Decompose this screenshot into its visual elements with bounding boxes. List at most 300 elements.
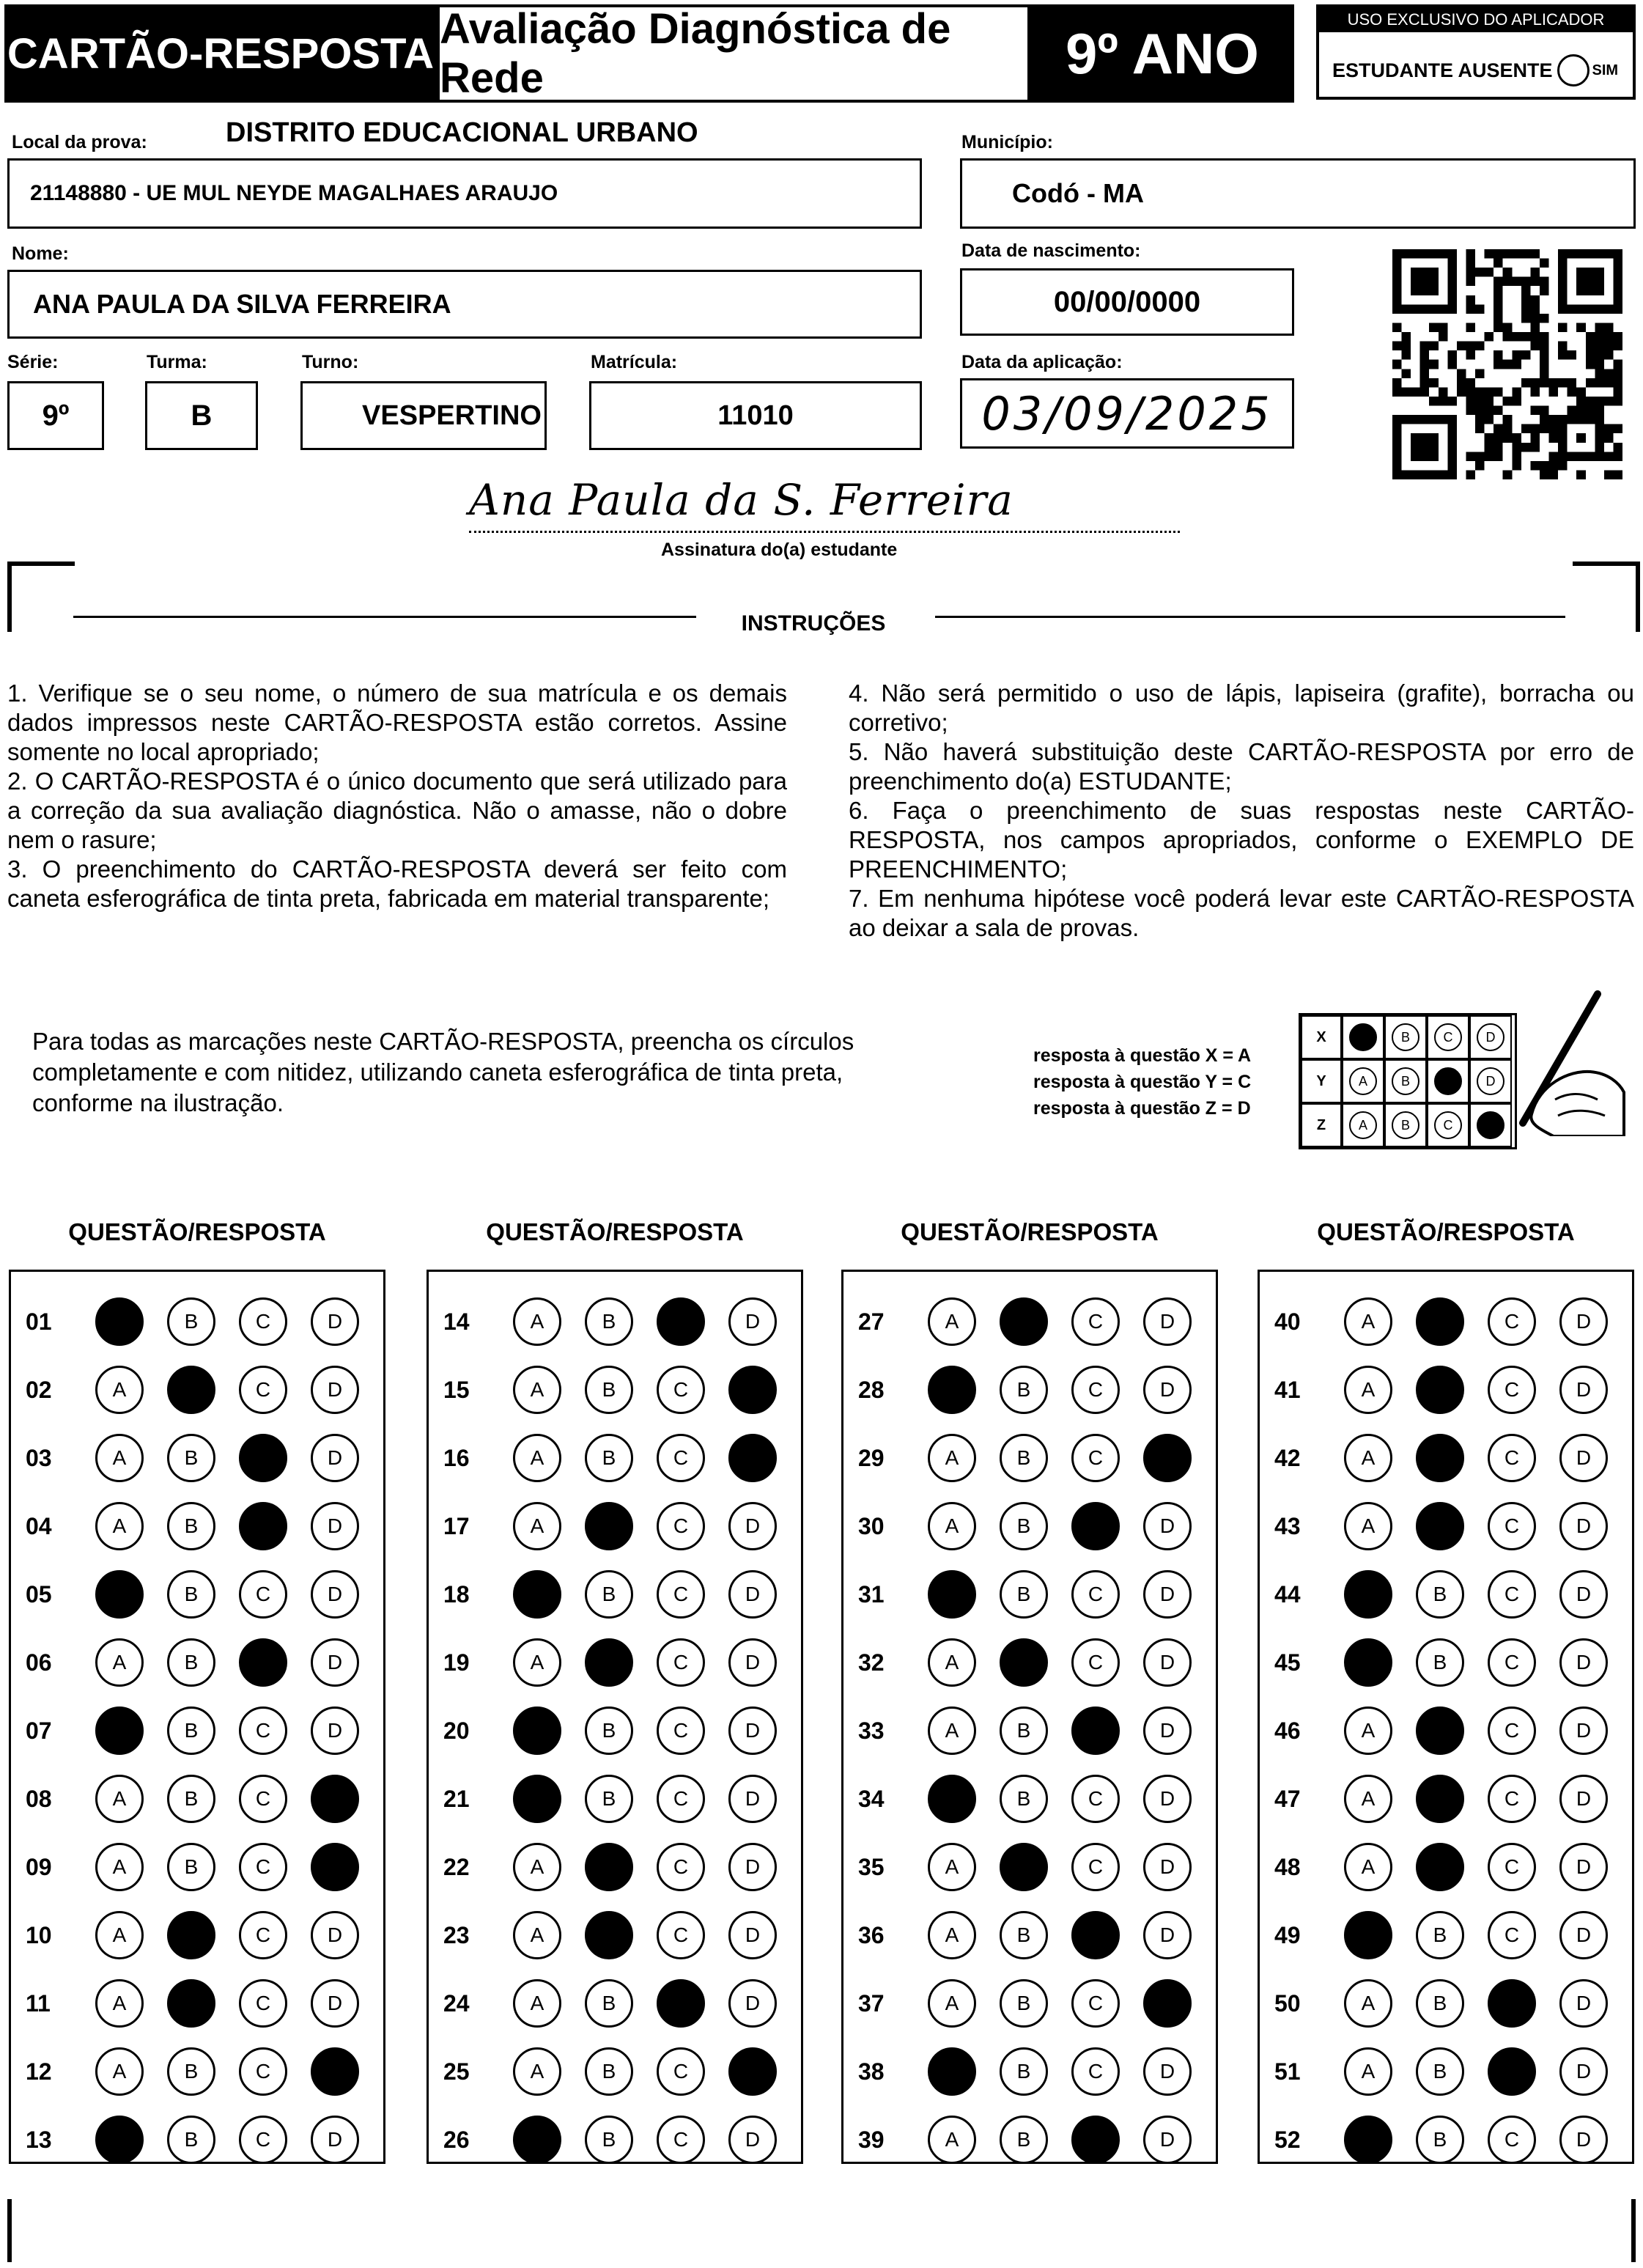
bubble-22-c[interactable]: C xyxy=(657,1843,705,1891)
bubble-51-d[interactable]: D xyxy=(1559,2047,1608,2096)
exam-title: Avaliação Diagnóstica de Rede xyxy=(437,4,1030,103)
bubble-45-c[interactable]: C xyxy=(1488,1638,1536,1687)
bubble-50-a[interactable]: A xyxy=(1344,1979,1392,2028)
bubble-24-c[interactable]: C xyxy=(657,1979,705,2028)
bubble-09-c[interactable]: C xyxy=(239,1843,287,1891)
bubble-37-b[interactable]: B xyxy=(1000,1979,1048,2028)
bubble-36-a[interactable]: A xyxy=(928,1911,976,1959)
bubble-08-a[interactable]: A xyxy=(95,1775,144,1823)
municipio-field xyxy=(960,158,1636,229)
bubble-06-b[interactable]: B xyxy=(167,1638,215,1687)
bubble-31-b[interactable]: B xyxy=(1000,1570,1048,1619)
question-row-36 xyxy=(843,1906,1216,1965)
bubble-07-a[interactable]: A xyxy=(95,1706,144,1755)
bubble-21-b[interactable]: B xyxy=(585,1775,633,1823)
bubble-02-b[interactable]: B xyxy=(167,1366,215,1414)
question-row-24 xyxy=(429,1974,801,2033)
bubble-21-d[interactable]: D xyxy=(728,1775,777,1823)
bubble-01-b[interactable]: B xyxy=(167,1297,215,1346)
question-number: 33 xyxy=(858,1717,885,1744)
instructions-title: INSTRUÇÕES xyxy=(741,611,886,636)
bubble-31-c[interactable]: C xyxy=(1071,1570,1120,1619)
question-row-11 xyxy=(11,1974,383,2033)
bubble-04-d[interactable]: D xyxy=(311,1502,359,1550)
bubble-37-d[interactable]: D xyxy=(1143,1979,1192,2028)
qr-code xyxy=(1392,249,1622,479)
question-row-40 xyxy=(1260,1292,1632,1351)
question-number: 21 xyxy=(443,1785,470,1812)
example-bubble-z-a: A xyxy=(1349,1111,1377,1139)
question-number: 22 xyxy=(443,1853,470,1880)
bubble-34-a[interactable]: A xyxy=(928,1775,976,1823)
question-number: 14 xyxy=(443,1308,470,1335)
bubble-07-b[interactable]: B xyxy=(167,1706,215,1755)
question-row-15 xyxy=(429,1361,801,1419)
bubble-38-d[interactable]: D xyxy=(1143,2047,1192,2096)
bubble-07-c[interactable]: C xyxy=(239,1706,287,1755)
bubble-30-a[interactable]: A xyxy=(928,1502,976,1550)
bubble-14-d[interactable]: D xyxy=(728,1297,777,1346)
bubble-44-b[interactable]: B xyxy=(1416,1570,1464,1619)
instructions-rule-left xyxy=(73,616,696,618)
bubble-44-d[interactable]: D xyxy=(1559,1570,1608,1619)
question-row-51 xyxy=(1260,2042,1632,2101)
question-number: 30 xyxy=(858,1512,885,1539)
column-title-2: QUESTÃO/RESPOSTA xyxy=(486,1218,744,1245)
bubble-31-d[interactable]: D xyxy=(1143,1570,1192,1619)
bubble-01-a[interactable]: A xyxy=(95,1297,144,1346)
example-bubble-x-a xyxy=(1349,1023,1377,1051)
bubble-47-c[interactable]: C xyxy=(1488,1775,1536,1823)
bubble-04-a[interactable]: A xyxy=(95,1502,144,1550)
bubble-02-c[interactable]: C xyxy=(239,1366,287,1414)
bubble-30-d[interactable]: D xyxy=(1143,1502,1192,1550)
question-number: 03 xyxy=(26,1444,52,1471)
bubble-21-a[interactable]: A xyxy=(513,1775,561,1823)
question-row-50 xyxy=(1260,1974,1632,2033)
bubble-03-d[interactable]: D xyxy=(311,1434,359,1482)
bubble-42-c[interactable]: C xyxy=(1488,1434,1536,1482)
answer-column-4 xyxy=(1258,1270,1634,2164)
turma-value: B xyxy=(191,399,213,432)
column-title-3: QUESTÃO/RESPOSTA xyxy=(901,1218,1159,1245)
example-bubble-y-d: D xyxy=(1477,1067,1504,1095)
bubble-26-d[interactable]: D xyxy=(728,2116,777,2164)
bubble-23-b[interactable]: B xyxy=(585,1911,633,1959)
absent-label: ESTUDANTE AUSENTE xyxy=(1332,59,1553,81)
bubble-05-a[interactable]: A xyxy=(95,1570,144,1619)
bubble-51-c[interactable]: C xyxy=(1488,2047,1536,2096)
bubble-52-b[interactable]: B xyxy=(1416,2116,1464,2164)
question-number: 32 xyxy=(858,1649,885,1676)
bubble-10-a[interactable]: A xyxy=(95,1911,144,1959)
question-number: 19 xyxy=(443,1649,470,1676)
bubble-27-b[interactable]: B xyxy=(1000,1297,1048,1346)
card-title: CARTÃO-RESPOSTA xyxy=(4,4,437,103)
bubble-40-d[interactable]: D xyxy=(1559,1297,1608,1346)
bubble-12-b[interactable]: B xyxy=(167,2047,215,2096)
bubble-46-d[interactable]: D xyxy=(1559,1706,1608,1755)
absent-bubble[interactable] xyxy=(1557,54,1590,86)
bubble-43-b[interactable]: B xyxy=(1416,1502,1464,1550)
bubble-41-b[interactable]: B xyxy=(1416,1366,1464,1414)
bubble-16-a[interactable]: A xyxy=(513,1434,561,1482)
bubble-26-a[interactable]: A xyxy=(513,2116,561,2164)
bubble-06-c[interactable]: C xyxy=(239,1638,287,1687)
bubble-43-a[interactable]: A xyxy=(1344,1502,1392,1550)
bubble-03-c[interactable]: C xyxy=(239,1434,287,1482)
bubble-52-d[interactable]: D xyxy=(1559,2116,1608,2164)
turno-field xyxy=(300,381,547,450)
bubble-10-b[interactable]: B xyxy=(167,1911,215,1959)
bubble-15-b[interactable]: B xyxy=(585,1366,633,1414)
bubble-49-b[interactable]: B xyxy=(1416,1911,1464,1959)
bubble-32-a[interactable]: A xyxy=(928,1638,976,1687)
bubble-17-c[interactable]: C xyxy=(657,1502,705,1550)
question-row-04 xyxy=(11,1497,383,1555)
bubble-50-b[interactable]: B xyxy=(1416,1979,1464,2028)
bubble-17-b[interactable]: B xyxy=(585,1502,633,1550)
bubble-08-b[interactable]: B xyxy=(167,1775,215,1823)
corner-top-right xyxy=(1573,562,1640,632)
bubble-01-d[interactable]: D xyxy=(311,1297,359,1346)
bubble-41-a[interactable]: A xyxy=(1344,1366,1392,1414)
nascimento-field xyxy=(960,268,1294,336)
example-cell xyxy=(1384,1015,1427,1059)
bubble-08-d[interactable]: D xyxy=(311,1775,359,1823)
question-number: 09 xyxy=(26,1853,52,1880)
bubble-35-a[interactable]: A xyxy=(928,1843,976,1891)
bubble-22-d[interactable]: D xyxy=(728,1843,777,1891)
bubble-48-c[interactable]: C xyxy=(1488,1843,1536,1891)
bubble-51-a[interactable]: A xyxy=(1344,2047,1392,2096)
bubble-50-c[interactable]: C xyxy=(1488,1979,1536,2028)
question-row-22 xyxy=(429,1838,801,1896)
bubble-18-c[interactable]: C xyxy=(657,1570,705,1619)
bubble-03-a[interactable]: A xyxy=(95,1434,144,1482)
bubble-32-c[interactable]: C xyxy=(1071,1638,1120,1687)
bubble-11-b[interactable]: B xyxy=(167,1979,215,2028)
bubble-39-a[interactable]: A xyxy=(928,2116,976,2164)
bubble-45-a[interactable]: A xyxy=(1344,1638,1392,1687)
bubble-38-c[interactable]: C xyxy=(1071,2047,1120,2096)
bubble-35-d[interactable]: D xyxy=(1143,1843,1192,1891)
bubble-24-b[interactable]: B xyxy=(585,1979,633,2028)
column-title-1: QUESTÃO/RESPOSTA xyxy=(68,1218,326,1245)
bubble-09-d[interactable]: D xyxy=(311,1843,359,1891)
bubble-06-a[interactable]: A xyxy=(95,1638,144,1687)
question-number: 25 xyxy=(443,2058,470,2085)
example-bubble-y-a: A xyxy=(1349,1067,1377,1095)
bubble-18-a[interactable]: A xyxy=(513,1570,561,1619)
bubble-19-b[interactable]: B xyxy=(585,1638,633,1687)
nome-field xyxy=(7,270,922,339)
bubble-36-b[interactable]: B xyxy=(1000,1911,1048,1959)
bubble-20-a[interactable]: A xyxy=(513,1706,561,1755)
bubble-34-b[interactable]: B xyxy=(1000,1775,1048,1823)
bubble-10-d[interactable]: D xyxy=(311,1911,359,1959)
bubble-46-b[interactable]: B xyxy=(1416,1706,1464,1755)
question-number: 20 xyxy=(443,1717,470,1744)
bubble-19-a[interactable]: A xyxy=(513,1638,561,1687)
bubble-49-d[interactable]: D xyxy=(1559,1911,1608,1959)
question-row-10 xyxy=(11,1906,383,1965)
bubble-28-a[interactable]: A xyxy=(928,1366,976,1414)
serie-value: 9º xyxy=(42,399,70,432)
question-number: 07 xyxy=(26,1717,52,1744)
question-number: 42 xyxy=(1274,1444,1301,1471)
bubble-15-a[interactable]: A xyxy=(513,1366,561,1414)
question-number: 36 xyxy=(858,1921,885,1948)
bubble-49-c[interactable]: C xyxy=(1488,1911,1536,1959)
bubble-11-d[interactable]: D xyxy=(311,1979,359,2028)
bubble-28-b[interactable]: B xyxy=(1000,1366,1048,1414)
bubble-09-b[interactable]: B xyxy=(167,1843,215,1891)
bubble-30-c[interactable]: C xyxy=(1071,1502,1120,1550)
bubble-35-c[interactable]: C xyxy=(1071,1843,1120,1891)
bubble-13-c[interactable]: C xyxy=(239,2116,287,2164)
question-number: 26 xyxy=(443,2126,470,2153)
bubble-25-b[interactable]: B xyxy=(585,2047,633,2096)
bubble-07-d[interactable]: D xyxy=(311,1706,359,1755)
bubble-47-b[interactable]: B xyxy=(1416,1775,1464,1823)
bubble-42-d[interactable]: D xyxy=(1559,1434,1608,1482)
bubble-50-d[interactable]: D xyxy=(1559,1979,1608,2028)
bubble-27-a[interactable]: A xyxy=(928,1297,976,1346)
bubble-31-a[interactable]: A xyxy=(928,1570,976,1619)
bubble-39-b[interactable]: B xyxy=(1000,2116,1048,2164)
bubble-44-c[interactable]: C xyxy=(1488,1570,1536,1619)
bubble-43-c[interactable]: C xyxy=(1488,1502,1536,1550)
bubble-05-c[interactable]: C xyxy=(239,1570,287,1619)
bubble-01-c[interactable]: C xyxy=(239,1297,287,1346)
bubble-22-a[interactable]: A xyxy=(513,1843,561,1891)
bubble-33-a[interactable]: A xyxy=(928,1706,976,1755)
bubble-19-d[interactable]: D xyxy=(728,1638,777,1687)
bubble-46-a[interactable]: A xyxy=(1344,1706,1392,1755)
example-bubble-x-c: C xyxy=(1434,1023,1462,1051)
question-row-19 xyxy=(429,1633,801,1692)
question-row-35 xyxy=(843,1838,1216,1896)
bubble-11-c[interactable]: C xyxy=(239,1979,287,2028)
bubble-28-d[interactable]: D xyxy=(1143,1366,1192,1414)
bubble-36-d[interactable]: D xyxy=(1143,1911,1192,1959)
bubble-16-c[interactable]: C xyxy=(657,1434,705,1482)
question-number: 04 xyxy=(26,1512,52,1539)
question-number: 05 xyxy=(26,1580,52,1608)
bubble-39-d[interactable]: D xyxy=(1143,2116,1192,2164)
bubble-15-d[interactable]: D xyxy=(728,1366,777,1414)
bubble-10-c[interactable]: C xyxy=(239,1911,287,1959)
bubble-44-a[interactable]: A xyxy=(1344,1570,1392,1619)
bubble-40-b[interactable]: B xyxy=(1416,1297,1464,1346)
bubble-14-b[interactable]: B xyxy=(585,1297,633,1346)
bubble-12-a[interactable]: A xyxy=(95,2047,144,2096)
question-row-48 xyxy=(1260,1838,1632,1896)
bubble-32-d[interactable]: D xyxy=(1143,1638,1192,1687)
bubble-25-c[interactable]: C xyxy=(657,2047,705,2096)
question-number: 06 xyxy=(26,1649,52,1676)
bubble-14-a[interactable]: A xyxy=(513,1297,561,1346)
bubble-46-c[interactable]: C xyxy=(1488,1706,1536,1755)
bubble-29-c[interactable]: C xyxy=(1071,1434,1120,1482)
bubble-16-d[interactable]: D xyxy=(728,1434,777,1482)
bubble-20-c[interactable]: C xyxy=(657,1706,705,1755)
question-row-27 xyxy=(843,1292,1216,1351)
bubble-32-b[interactable]: B xyxy=(1000,1638,1048,1687)
question-number: 10 xyxy=(26,1921,52,1948)
bubble-08-c[interactable]: C xyxy=(239,1775,287,1823)
bubble-14-c[interactable]: C xyxy=(657,1297,705,1346)
bubble-05-b[interactable]: B xyxy=(167,1570,215,1619)
bubble-33-c[interactable]: C xyxy=(1071,1706,1120,1755)
bubble-23-d[interactable]: D xyxy=(728,1911,777,1959)
bubble-03-b[interactable]: B xyxy=(167,1434,215,1482)
aplicacao-field xyxy=(960,378,1294,449)
bubble-45-d[interactable]: D xyxy=(1559,1638,1608,1687)
nascimento-label: Data de nascimento: xyxy=(961,240,1141,261)
question-row-26 xyxy=(429,2110,801,2169)
question-row-47 xyxy=(1260,1770,1632,1828)
bubble-27-c[interactable]: C xyxy=(1071,1297,1120,1346)
question-number: 11 xyxy=(26,1989,51,2017)
bubble-37-c[interactable]: C xyxy=(1071,1979,1120,2028)
municipio-value: Codó - MA xyxy=(1012,178,1144,208)
question-row-08 xyxy=(11,1770,383,1828)
example-cell xyxy=(1342,1015,1384,1059)
bubble-23-a[interactable]: A xyxy=(513,1911,561,1959)
bubble-27-d[interactable]: D xyxy=(1143,1297,1192,1346)
bubble-05-d[interactable]: D xyxy=(311,1570,359,1619)
question-row-33 xyxy=(843,1701,1216,1760)
bubble-42-a[interactable]: A xyxy=(1344,1434,1392,1482)
bubble-40-c[interactable]: C xyxy=(1488,1297,1536,1346)
bubble-12-d[interactable]: D xyxy=(311,2047,359,2096)
bubble-12-c[interactable]: C xyxy=(239,2047,287,2096)
bubble-13-a[interactable]: A xyxy=(95,2116,144,2164)
bubble-13-b[interactable]: B xyxy=(167,2116,215,2164)
bubble-39-c[interactable]: C xyxy=(1071,2116,1120,2164)
bubble-26-b[interactable]: B xyxy=(585,2116,633,2164)
bubble-51-b[interactable]: B xyxy=(1416,2047,1464,2096)
bubble-49-a[interactable]: A xyxy=(1344,1911,1392,1959)
question-number: 44 xyxy=(1274,1580,1301,1608)
question-row-49 xyxy=(1260,1906,1632,1965)
example-cell xyxy=(1427,1059,1469,1103)
bubble-28-c[interactable]: C xyxy=(1071,1366,1120,1414)
bubble-19-c[interactable]: C xyxy=(657,1638,705,1687)
bubble-33-b[interactable]: B xyxy=(1000,1706,1048,1755)
question-number: 18 xyxy=(443,1580,470,1608)
bubble-33-d[interactable]: D xyxy=(1143,1706,1192,1755)
bubble-48-d[interactable]: D xyxy=(1559,1843,1608,1891)
example-cell xyxy=(1342,1103,1384,1147)
bubble-22-b[interactable]: B xyxy=(585,1843,633,1891)
bubble-52-c[interactable]: C xyxy=(1488,2116,1536,2164)
bubble-11-a[interactable]: A xyxy=(95,1979,144,2028)
bubble-34-d[interactable]: D xyxy=(1143,1775,1192,1823)
question-number: 01 xyxy=(26,1308,52,1335)
bubble-47-d[interactable]: D xyxy=(1559,1775,1608,1823)
bubble-04-b[interactable]: B xyxy=(167,1502,215,1550)
example-bubble-x-d: D xyxy=(1477,1023,1504,1051)
bubble-21-c[interactable]: C xyxy=(657,1775,705,1823)
question-row-09 xyxy=(11,1838,383,1896)
turno-label: Turno: xyxy=(302,352,359,372)
bubble-20-d[interactable]: D xyxy=(728,1706,777,1755)
question-row-21 xyxy=(429,1770,801,1828)
corner-top-left xyxy=(7,562,75,632)
bubble-47-a[interactable]: A xyxy=(1344,1775,1392,1823)
question-row-39 xyxy=(843,2110,1216,2169)
instructions-right xyxy=(849,679,1634,943)
bubble-30-b[interactable]: B xyxy=(1000,1502,1048,1550)
bubble-40-a[interactable]: A xyxy=(1344,1297,1392,1346)
signature-line xyxy=(469,531,1180,533)
question-number: 16 xyxy=(443,1444,470,1471)
bubble-04-c[interactable]: C xyxy=(239,1502,287,1550)
bubble-09-a[interactable]: A xyxy=(95,1843,144,1891)
question-number: 24 xyxy=(443,1989,470,2017)
instruction-2: 2. O CARTÃO-RESPOSTA é o único documento que será utilizado para a correção da sua avaliação diagnóstica. Não o amasse, não o dobre nem o rasure; xyxy=(7,767,787,853)
bubble-25-a[interactable]: A xyxy=(513,2047,561,2096)
bubble-52-a[interactable]: A xyxy=(1344,2116,1392,2164)
example-legend-x: resposta à questão X = A xyxy=(1033,1045,1252,1066)
bubble-43-d[interactable]: D xyxy=(1559,1502,1608,1550)
bubble-20-b[interactable]: B xyxy=(585,1706,633,1755)
bubble-17-a[interactable]: A xyxy=(513,1502,561,1550)
example-row-label: Y xyxy=(1301,1059,1342,1103)
bubble-15-c[interactable]: C xyxy=(657,1366,705,1414)
bubble-48-a[interactable]: A xyxy=(1344,1843,1392,1891)
bubble-24-d[interactable]: D xyxy=(728,1979,777,2028)
bubble-48-b[interactable]: B xyxy=(1416,1843,1464,1891)
bubble-35-b[interactable]: B xyxy=(1000,1843,1048,1891)
bubble-06-d[interactable]: D xyxy=(311,1638,359,1687)
bubble-23-c[interactable]: C xyxy=(657,1911,705,1959)
bubble-18-d[interactable]: D xyxy=(728,1570,777,1619)
bubble-41-d[interactable]: D xyxy=(1559,1366,1608,1414)
bubble-13-d[interactable]: D xyxy=(311,2116,359,2164)
local-label: Local da prova: xyxy=(12,132,147,152)
question-number: 40 xyxy=(1274,1308,1301,1335)
bubble-29-a[interactable]: A xyxy=(928,1434,976,1482)
bubble-02-d[interactable]: D xyxy=(311,1366,359,1414)
bubble-29-d[interactable]: D xyxy=(1143,1434,1192,1482)
bubble-26-c[interactable]: C xyxy=(657,2116,705,2164)
bubble-45-b[interactable]: B xyxy=(1416,1638,1464,1687)
bubble-36-c[interactable]: C xyxy=(1071,1911,1120,1959)
question-row-30 xyxy=(843,1497,1216,1555)
bubble-42-b[interactable]: B xyxy=(1416,1434,1464,1482)
serie-field xyxy=(7,381,104,450)
example-grid xyxy=(1299,1013,1517,1149)
bubble-37-a[interactable]: A xyxy=(928,1979,976,2028)
bubble-29-b[interactable]: B xyxy=(1000,1434,1048,1482)
instruction-5: 5. Não haverá substituição deste CARTÃO-RESPOSTA por erro de preenchimento do(a) ESTUDANTE; xyxy=(849,738,1634,795)
bubble-25-d[interactable]: D xyxy=(728,2047,777,2096)
bubble-24-a[interactable]: A xyxy=(513,1979,561,2028)
bubble-18-b[interactable]: B xyxy=(585,1570,633,1619)
bubble-34-c[interactable]: C xyxy=(1071,1775,1120,1823)
bubble-38-b[interactable]: B xyxy=(1000,2047,1048,2096)
example-text: Para todas as marcações neste CARTÃO-RESPOSTA, preencha os círculos completamente e com nitidez, utilizando caneta esferográfica de tinta preta, conforme na ilustração. xyxy=(32,1028,854,1116)
bubble-16-b[interactable]: B xyxy=(585,1434,633,1482)
bubble-17-d[interactable]: D xyxy=(728,1502,777,1550)
bubble-41-c[interactable]: C xyxy=(1488,1366,1536,1414)
bubble-38-a[interactable]: A xyxy=(928,2047,976,2096)
bubble-02-a[interactable]: A xyxy=(95,1366,144,1414)
